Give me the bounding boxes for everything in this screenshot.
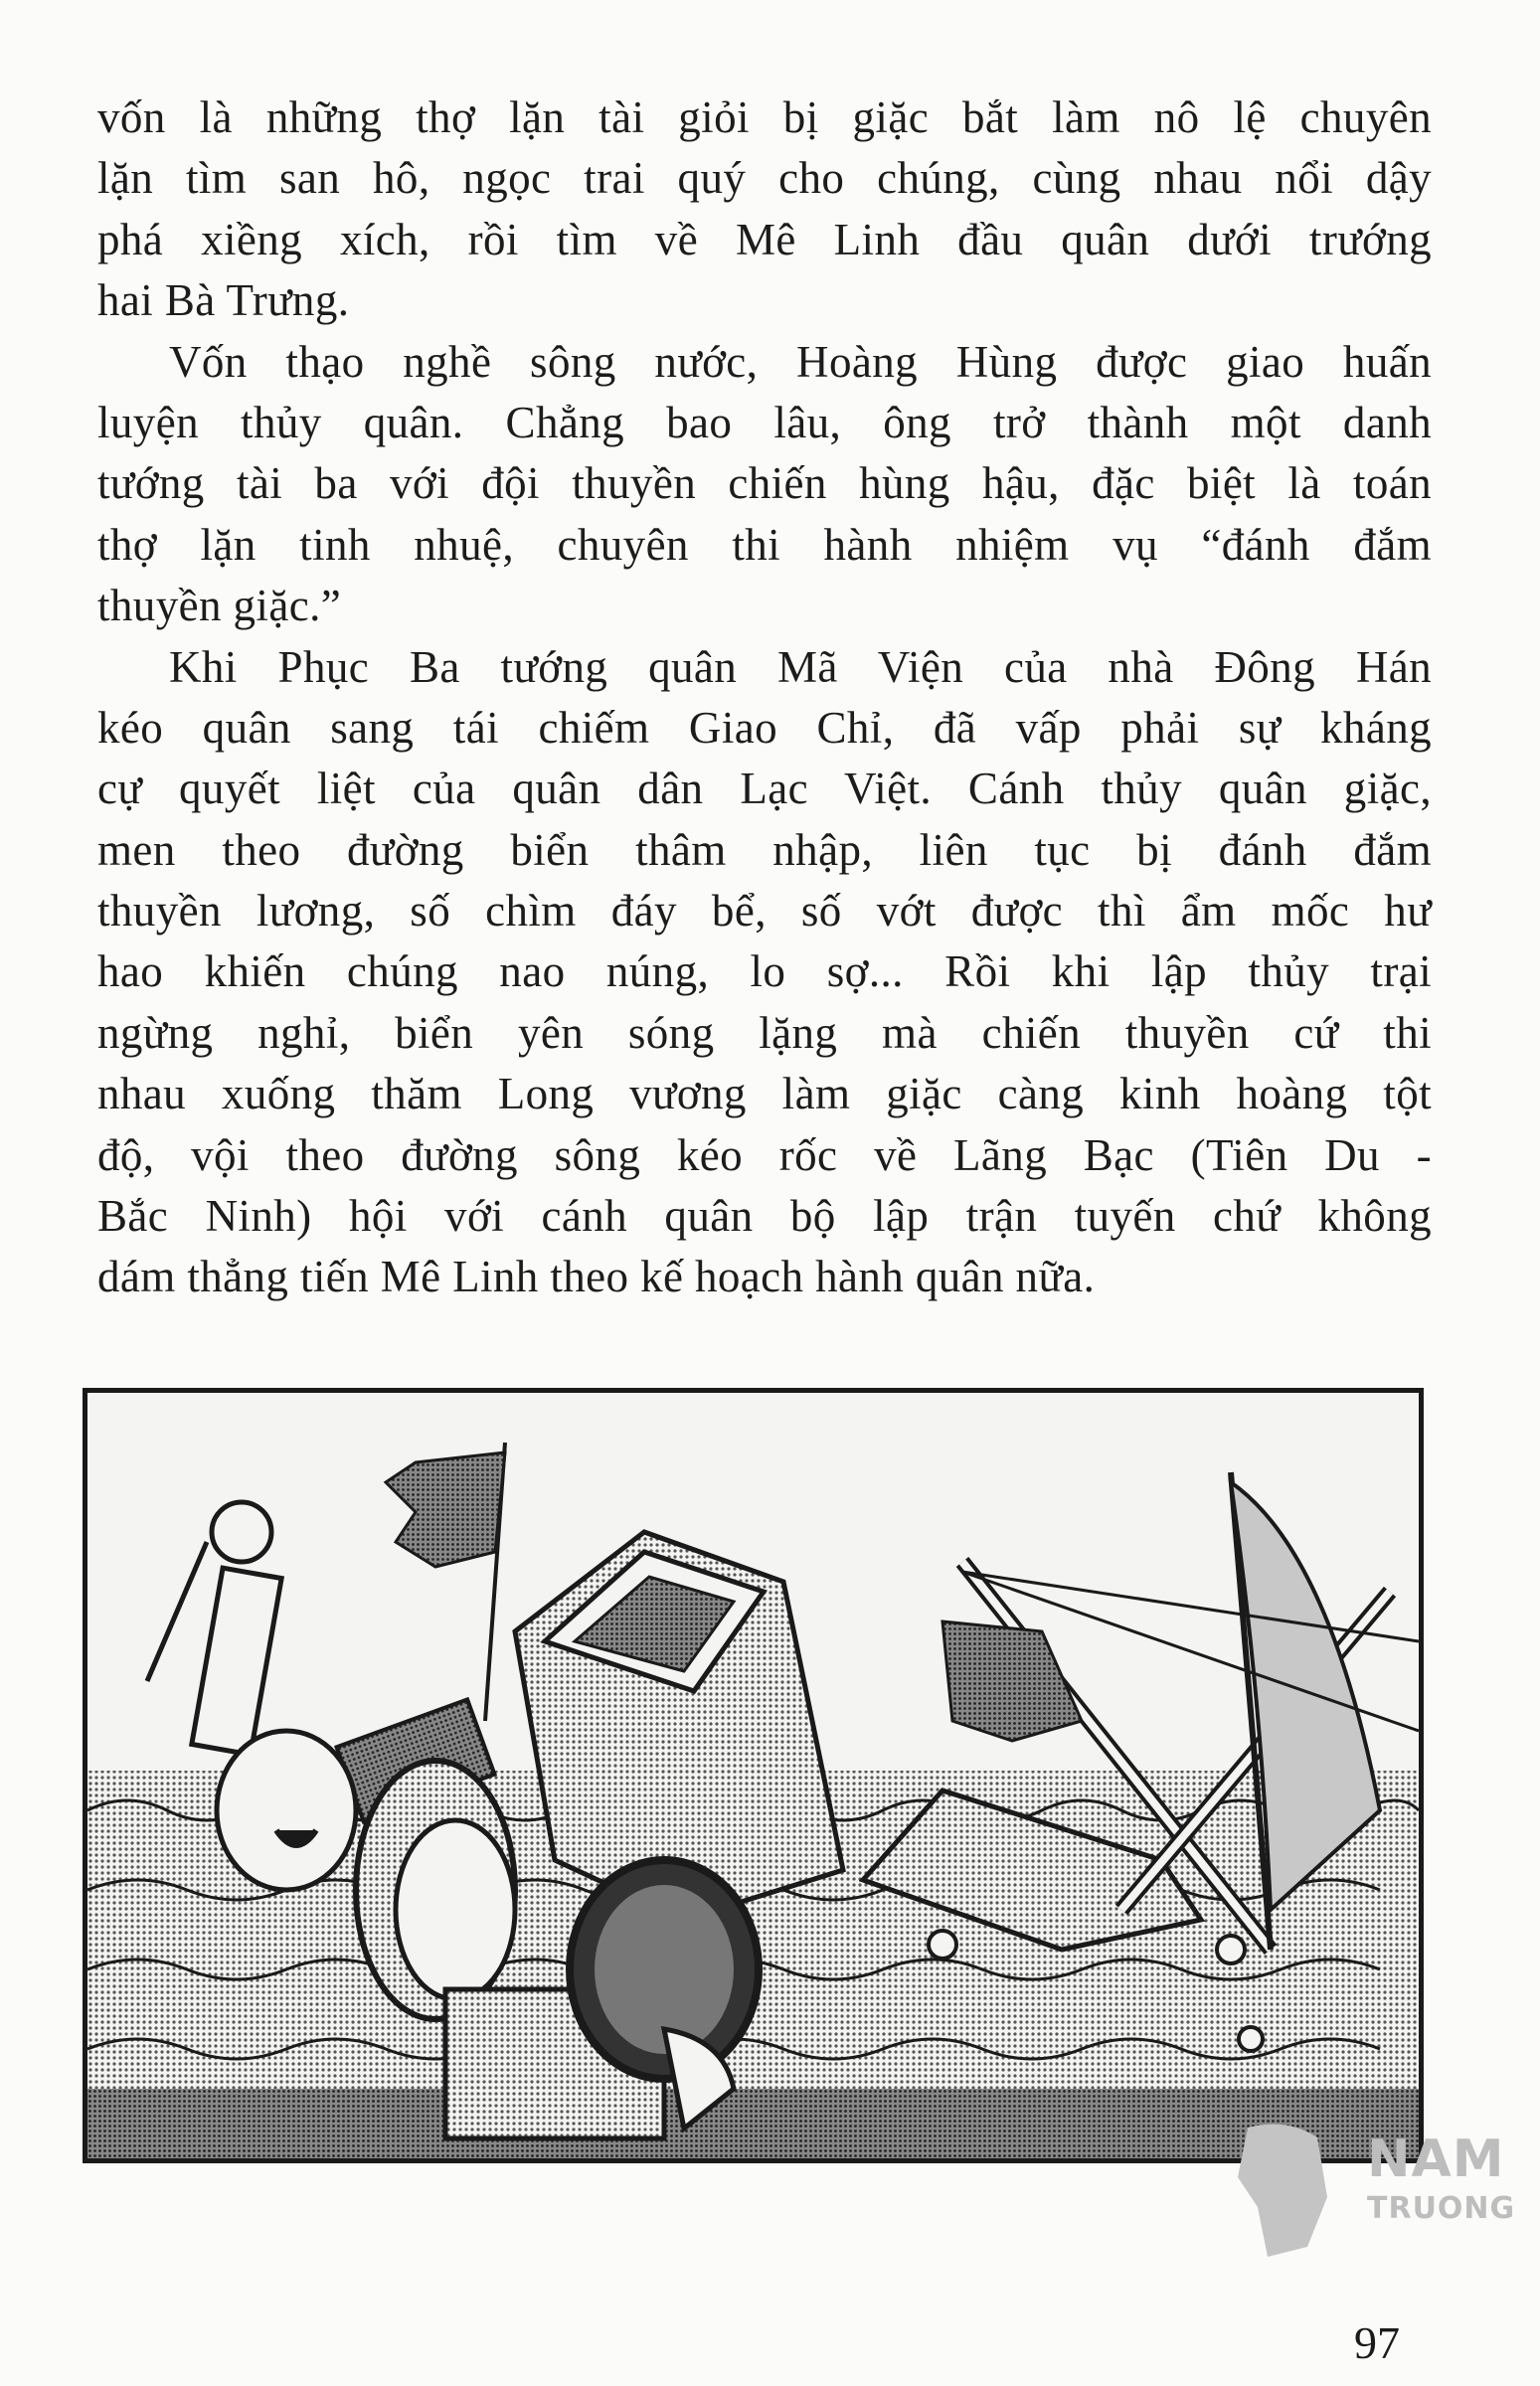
page-number: 97	[1354, 2317, 1400, 2368]
text-line: kéo quân sang tái chiếm Giao Chỉ, đã vấp phải sự kháng	[97, 702, 1432, 753]
text-line: Khi Phục Ba tướng quân Mã Viện của nhà Đông Hán	[169, 641, 1432, 692]
text-line: phá xiềng xích, rồi tìm về Mê Linh đầu quân dưới trướng	[97, 214, 1432, 264]
watermark-figure-icon	[1228, 2118, 1337, 2257]
text-line: thuyền lương, số chìm đáy bể, số vớt được thì ẩm mốc hư	[97, 886, 1432, 937]
illustration-frame	[83, 1388, 1424, 2163]
watermark-text-truong: TRUONG	[1367, 2191, 1516, 2226]
watermark-text-nam: NAM	[1367, 2130, 1505, 2189]
text-line: dám thẳng tiến Mê Linh theo kế hoạch hành quân nữa.	[97, 1252, 1096, 1302]
text-line: Vốn thạo nghề sông nước, Hoàng Hùng được giao huấn	[169, 336, 1432, 387]
sinking-ships-illustration	[87, 1393, 1419, 2158]
text-line: ngừng nghỉ, biển yên sóng lặng mà chiến thuyền cứ thi	[97, 1007, 1432, 1058]
flag-left	[386, 1443, 505, 1721]
text-line: vốn là những thợ lặn tài giỏi bị giặc bắt làm nô lệ chuyên	[97, 92, 1432, 142]
text-line: Bắc Ninh) hội với cánh quân bộ lập trận tuyến chứ không	[97, 1191, 1432, 1242]
text-line: hai Bà Trưng.	[97, 275, 350, 326]
text-line: thợ lặn tinh nhuệ, chuyên thi hành nhiệm vụ “đánh đắm	[97, 519, 1432, 570]
text-line: hao khiến chúng nao núng, lo sợ... Rồi khi lập thủy trại	[97, 946, 1432, 997]
text-line: nhau xuống thăm Long vương làm giặc càng kinh hoàng tột	[97, 1069, 1432, 1119]
text-line: men theo đường biển thâm nhập, liên tục bị đánh đắm	[97, 824, 1432, 875]
text-line: độ, vội theo đường sông kéo rốc về Lãng Bạc (Tiên Du -	[97, 1129, 1432, 1180]
body-text	[97, 87, 1432, 1308]
text-line: tướng tài ba với đội thuyền chiến hùng hậu, đặc biệt là toán	[97, 458, 1432, 509]
watermark-logo	[1228, 2108, 1516, 2257]
paragraph	[97, 637, 1432, 1308]
text-line: cự quyết liệt của quân dân Lạc Việt. Cánh thủy quân giặc,	[97, 764, 1432, 814]
text-line: thuyền giặc.”	[97, 581, 342, 631]
text-line: lặn tìm san hô, ngọc trai quý cho chúng, cùng nhau nổi dậy	[97, 153, 1432, 204]
paragraph	[97, 87, 1432, 332]
paragraph	[97, 332, 1432, 637]
text-line: luyện thủy quân. Chẳng bao lâu, ông trở thành một danh	[97, 397, 1432, 447]
